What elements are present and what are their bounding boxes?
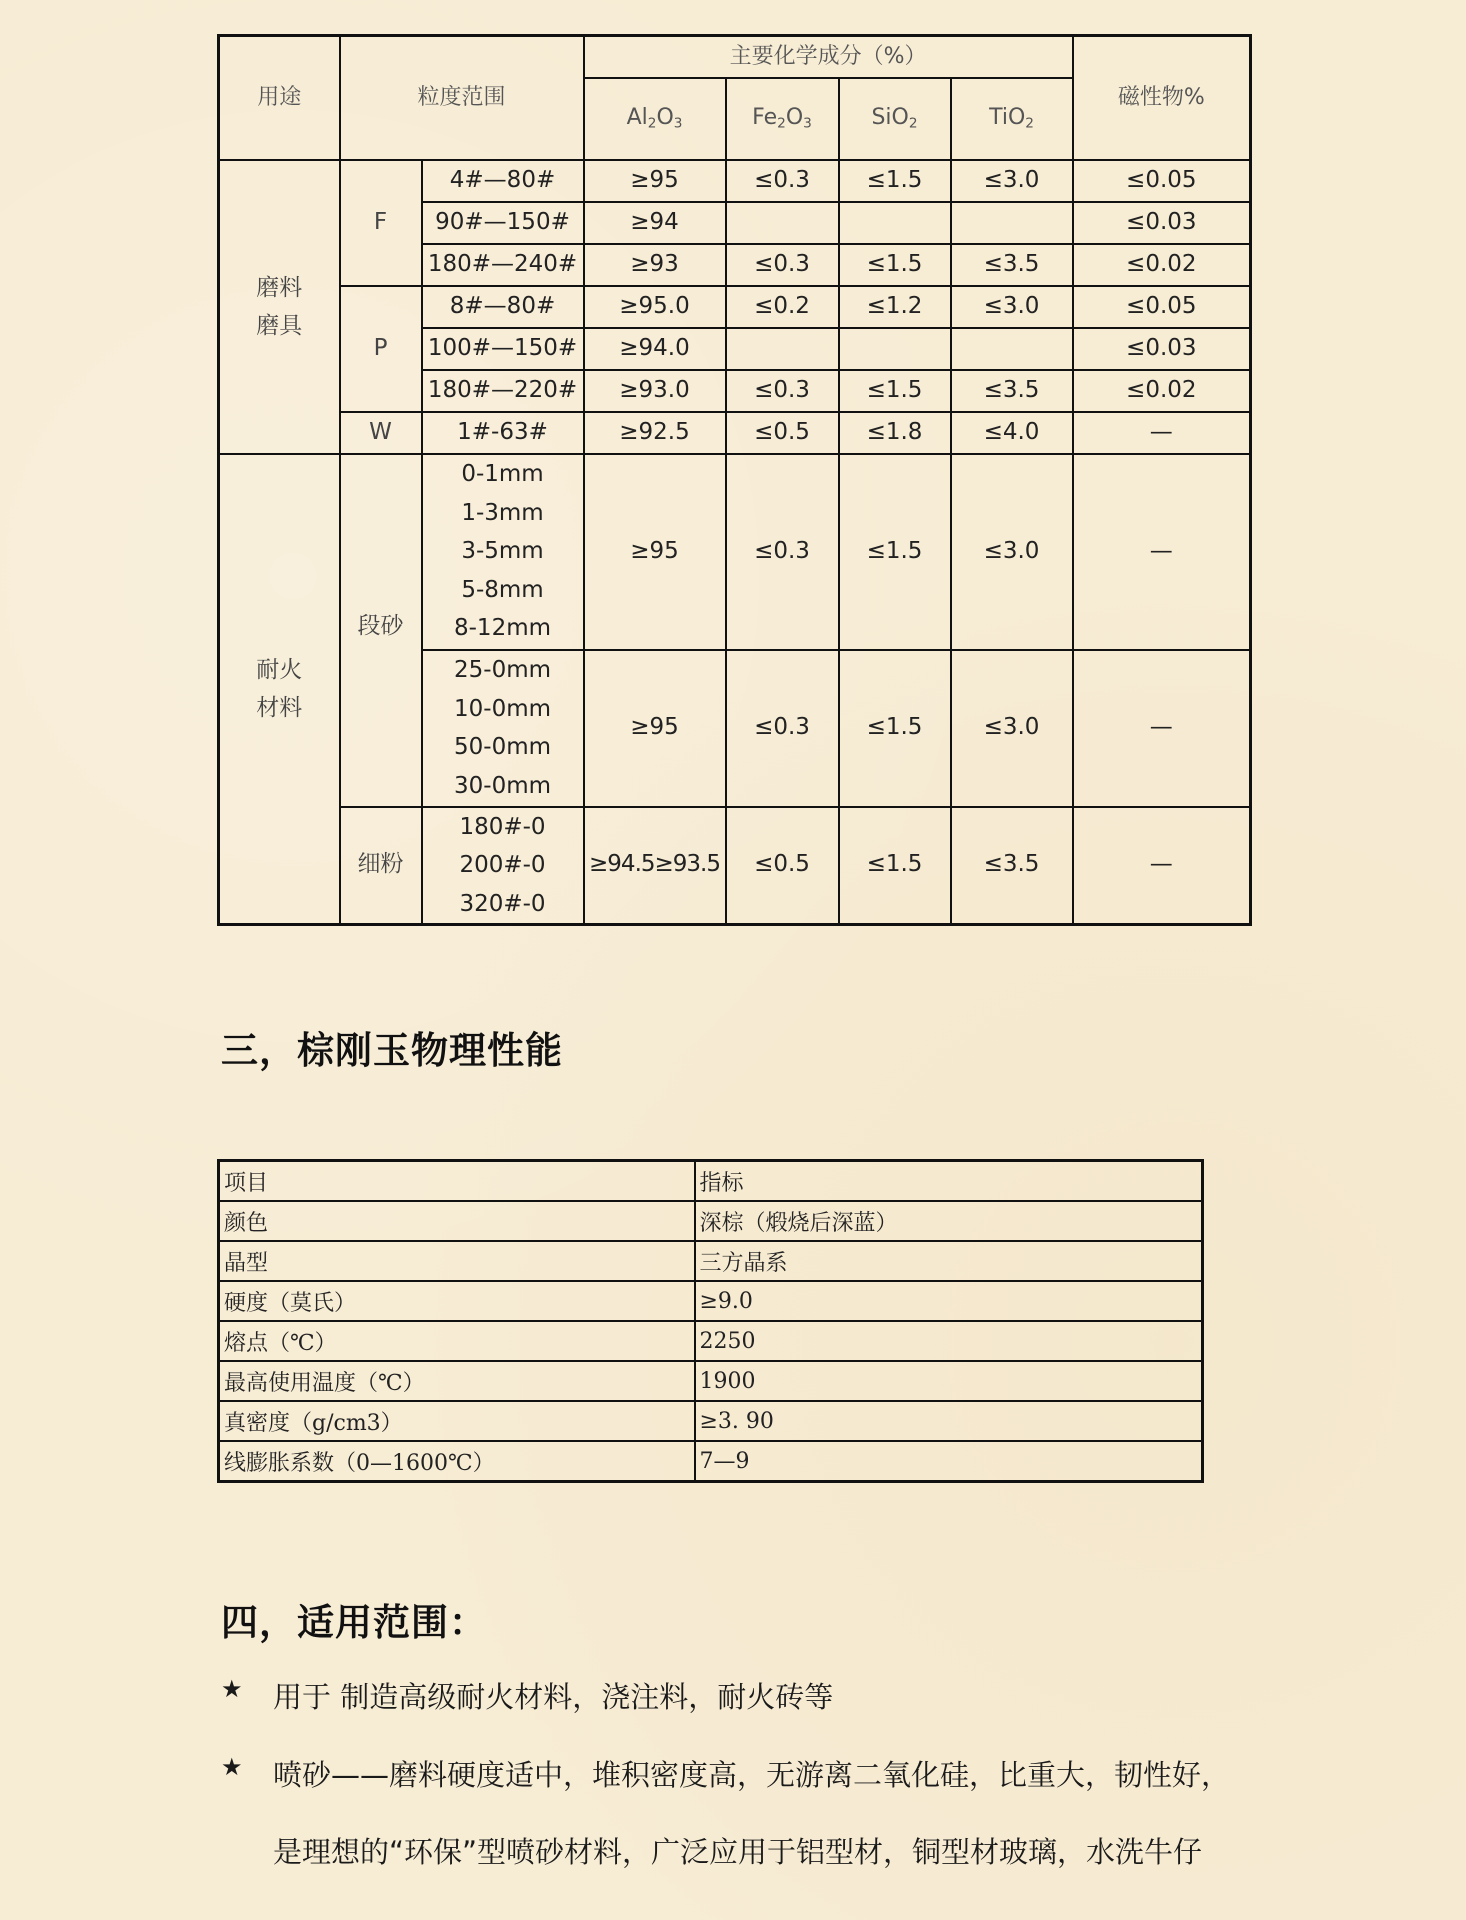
magnetic-cell: ≤0.05 — [1073, 286, 1251, 328]
item-cell: 硬度（莫氏） — [219, 1281, 695, 1321]
range-cell: 4#—80# — [422, 160, 584, 202]
sio2-cell: ≤1.5 — [839, 807, 951, 925]
al2o3-cell: ≥95 — [584, 160, 726, 202]
item-cell: 熔点（℃） — [219, 1321, 695, 1361]
sio2-cell — [839, 202, 951, 244]
sio2-cell: ≤1.5 — [839, 454, 951, 650]
fe2o3-cell: ≤0.5 — [726, 807, 839, 925]
range-cell: 8#—80# — [422, 286, 584, 328]
value-cell: 指标 — [695, 1161, 1203, 1202]
bullet-text: 用于 制造高级耐火材料，浇注料，耐火砖等 — [273, 1680, 834, 1714]
table-row — [219, 412, 1251, 454]
sio2-cell: ≤1.5 — [839, 244, 951, 286]
table-row — [219, 1321, 1203, 1361]
sio2-cell: ≤1.5 — [839, 160, 951, 202]
value-cell: 1900 — [695, 1361, 1203, 1401]
table-row — [219, 454, 1251, 650]
section-4-heading: 四，适用范围： — [221, 1601, 487, 1644]
item-cell: 线膨胀系数（0—1600℃） — [219, 1441, 695, 1482]
al2o3-cell: ≥94.0 — [584, 328, 726, 370]
header-chem-group: 主要化学成分（%） — [584, 36, 1073, 78]
al2o3-cell: ≥93.0 — [584, 370, 726, 412]
value-cell: ≥3. 90 — [695, 1401, 1203, 1441]
item-cell: 最高使用温度（℃） — [219, 1361, 695, 1401]
fe2o3-cell: ≤0.2 — [726, 286, 839, 328]
range-cell: 25-0mm 10-0mm 50-0mm 30-0mm — [422, 650, 584, 807]
range-cell: 90#—150# — [422, 202, 584, 244]
table-row — [219, 1161, 1203, 1202]
header-sio2: SiO$_2$ — [839, 78, 951, 160]
tio2-cell: ≤3.0 — [951, 454, 1073, 650]
star-icon: ★ — [221, 1675, 243, 1703]
table-row — [219, 1241, 1203, 1281]
table-row — [219, 1401, 1203, 1441]
fe2o3-cell: ≤0.3 — [726, 650, 839, 807]
magnetic-cell: ≤0.02 — [1073, 370, 1251, 412]
tio2-cell: ≤3.5 — [951, 807, 1073, 925]
bullet-text: 是理想的“环保”型喷砂材料，广泛应用于铝型材，铜型材玻璃，水洗牛仔 — [273, 1835, 1203, 1869]
tio2-cell: ≤3.0 — [951, 286, 1073, 328]
range-cell: 0-1mm 1-3mm 3-5mm 5-8mm 8-12mm — [422, 454, 584, 650]
magnetic-cell: ≤0.03 — [1073, 202, 1251, 244]
al2o3-cell: ≥95 — [584, 454, 726, 650]
sio2-cell: ≤1.5 — [839, 650, 951, 807]
table-row — [219, 160, 1251, 202]
item-cell: 颜色 — [219, 1201, 695, 1241]
group-label-w: W — [340, 412, 422, 454]
al2o3-cell: ≥94.5≥93.5 — [584, 807, 726, 925]
magnetic-cell: ≤0.02 — [1073, 244, 1251, 286]
chemical-composition-table — [217, 34, 1252, 926]
table-row — [219, 1441, 1203, 1482]
value-cell: 7—9 — [695, 1441, 1203, 1482]
fe2o3-cell — [726, 202, 839, 244]
magnetic-cell: ≤0.05 — [1073, 160, 1251, 202]
header-grain-range: 粒度范围 — [340, 36, 584, 160]
tio2-cell: ≤3.0 — [951, 160, 1073, 202]
use-refractory: 耐火 材料 — [219, 454, 340, 925]
fe2o3-cell: ≤0.3 — [726, 454, 839, 650]
section-3-heading: 三，棕刚玉物理性能 — [221, 1029, 563, 1072]
magnetic-cell: ≤0.03 — [1073, 328, 1251, 370]
value-cell: ≥9.0 — [695, 1281, 1203, 1321]
item-cell: 项目 — [219, 1161, 695, 1202]
header-magnetic: 磁性物% — [1073, 36, 1251, 160]
tio2-cell — [951, 328, 1073, 370]
use-abrasive: 磨料 磨具 — [219, 160, 340, 454]
sio2-cell: ≤1.5 — [839, 370, 951, 412]
range-cell: 180#—220# — [422, 370, 584, 412]
value-cell: 2250 — [695, 1321, 1203, 1361]
section-label-powder: 细粉 — [340, 807, 422, 925]
group-label-f: F — [340, 160, 422, 286]
physical-properties-table — [217, 1159, 1204, 1483]
sio2-cell — [839, 328, 951, 370]
table-row — [219, 286, 1251, 328]
header-al2o3: $Al_2O_3$ — [584, 78, 726, 160]
tio2-cell — [951, 202, 1073, 244]
sio2-cell: ≤1.2 — [839, 286, 951, 328]
magnetic-cell: — — [1073, 807, 1251, 925]
range-cell: 180#—240# — [422, 244, 584, 286]
bullet-text: 喷砂——磨料硬度适中，堆积密度高，无游离二氧化硅，比重大，韧性好， — [273, 1758, 1231, 1792]
al2o3-cell: ≥95 — [584, 650, 726, 807]
header-tio2: TiO$_2$ — [951, 78, 1073, 160]
tio2-cell: ≤4.0 — [951, 412, 1073, 454]
table-row — [219, 1201, 1203, 1241]
item-cell: 晶型 — [219, 1241, 695, 1281]
tio2-cell: ≤3.0 — [951, 650, 1073, 807]
magnetic-cell: — — [1073, 650, 1251, 807]
al2o3-cell: ≥92.5 — [584, 412, 726, 454]
fe2o3-cell: ≤0.3 — [726, 244, 839, 286]
header-fe2o3: $Fe_2O_3$ — [726, 78, 839, 160]
section-label-sand: 段砂 — [340, 454, 422, 807]
header-use: 用途 — [219, 36, 340, 160]
fe2o3-cell: ≤0.5 — [726, 412, 839, 454]
item-cell: 真密度（g/cm3） — [219, 1401, 695, 1441]
magnetic-cell: — — [1073, 454, 1251, 650]
tio2-cell: ≤3.5 — [951, 370, 1073, 412]
fe2o3-cell — [726, 328, 839, 370]
table-row — [219, 1281, 1203, 1321]
al2o3-cell: ≥95.0 — [584, 286, 726, 328]
sio2-cell: ≤1.8 — [839, 412, 951, 454]
range-cell: 180#-0 200#-0 320#-0 — [422, 807, 584, 925]
table-row — [219, 807, 1251, 925]
fe2o3-cell: ≤0.3 — [726, 160, 839, 202]
group-label-p: P — [340, 286, 422, 412]
value-cell: 深棕（煅烧后深蓝） — [695, 1201, 1203, 1241]
star-icon: ★ — [221, 1753, 243, 1781]
value-cell: 三方晶系 — [695, 1241, 1203, 1281]
magnetic-cell: — — [1073, 412, 1251, 454]
al2o3-cell: ≥93 — [584, 244, 726, 286]
table-row — [219, 1361, 1203, 1401]
range-cell: 1#-63# — [422, 412, 584, 454]
fe2o3-cell: ≤0.3 — [726, 370, 839, 412]
range-cell: 100#—150# — [422, 328, 584, 370]
al2o3-cell: ≥94 — [584, 202, 726, 244]
tio2-cell: ≤3.5 — [951, 244, 1073, 286]
